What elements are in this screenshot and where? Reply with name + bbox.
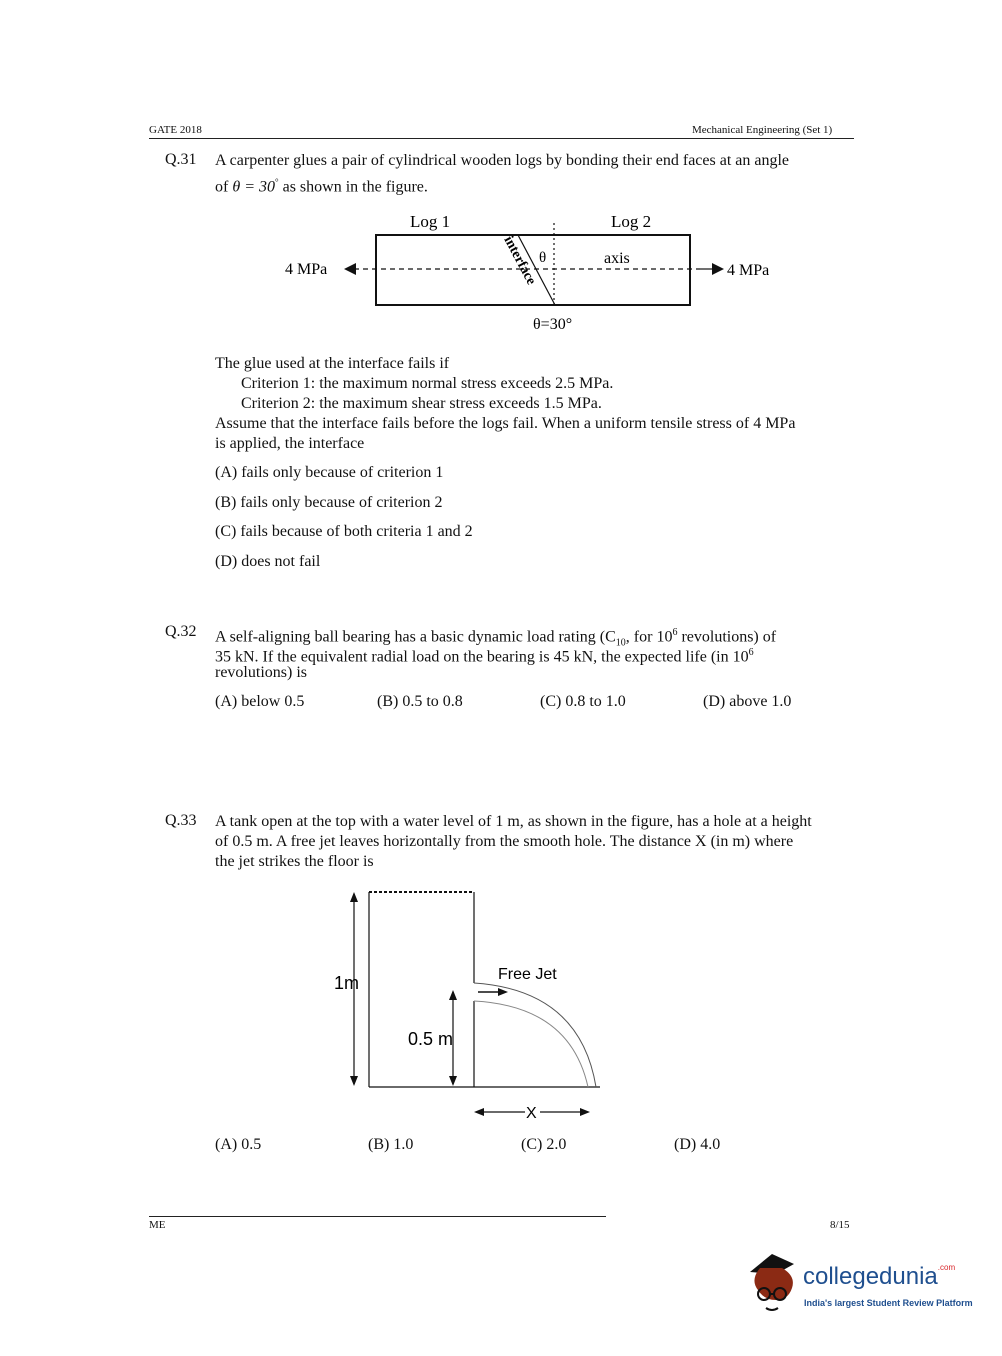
- interface-label: interface: [500, 233, 539, 288]
- q33-line2: of 0.5 m. A free jet leaves horizontally from the smooth hole. The distance X (in m) where: [215, 833, 794, 850]
- x-distance-label: X: [526, 1105, 537, 1122]
- q31-option-c[interactable]: (C) fails because of both criteria 1 and 2: [215, 523, 473, 540]
- q31-option-d[interactable]: (D) does not fail: [215, 553, 321, 570]
- q33-option-b[interactable]: (B) 1.0: [368, 1136, 414, 1153]
- left-arrow-icon: [344, 263, 356, 275]
- q32-option-b[interactable]: (B) 0.5 to 0.8: [377, 693, 463, 710]
- jet-inner-path: [474, 1001, 588, 1087]
- log1-label: Log 1: [410, 212, 451, 231]
- up-arrow-icon: [350, 892, 358, 902]
- q33-option-c[interactable]: (C) 2.0: [521, 1136, 567, 1153]
- q31-line2: of θ = 30° as shown in the figure.: [215, 177, 428, 196]
- log2-label: Log 2: [611, 212, 652, 231]
- q33-option-d[interactable]: (D) 4.0: [674, 1136, 721, 1153]
- left-arrow-icon: [474, 1108, 484, 1116]
- footer-left: ME: [149, 1219, 166, 1231]
- q31-paragraph2b: is applied, the interface: [215, 435, 365, 452]
- q31-paragraph1: The glue used at the interface fails if: [215, 355, 450, 372]
- height-1m-label: 1m: [334, 973, 360, 993]
- right-load-label: 4 MPa: [727, 262, 770, 279]
- up-arrow-icon: [449, 990, 457, 1000]
- q33-line3: the jet strikes the floor is: [215, 853, 374, 870]
- q32-option-a[interactable]: (A) below 0.5: [215, 693, 305, 710]
- down-arrow-icon: [449, 1076, 457, 1086]
- jet-outer-path: [474, 983, 596, 1087]
- right-arrow-icon: [712, 263, 724, 275]
- brand-tagline: India's largest Student Review Platform: [804, 1298, 973, 1308]
- log-interface-figure: [270, 205, 790, 340]
- q33-line1: A tank open at the top with a water level of 1 m, as shown in the figure, has a hole at a height: [215, 813, 812, 830]
- left-load-label: 4 MPa: [285, 261, 328, 278]
- q31-number: Q.31: [165, 151, 197, 168]
- q32-option-d[interactable]: (D) above 1.0: [703, 693, 792, 710]
- q31-option-a[interactable]: (A) fails only because of criterion 1: [215, 464, 444, 481]
- q31-option-b[interactable]: (B) fails only because of criterion 2: [215, 494, 443, 511]
- q31-paragraph2a: Assume that the interface fails before the logs fail. When a uniform tensile stress of 4 MPa: [215, 415, 796, 432]
- theta-label: θ: [539, 250, 547, 266]
- collegedunia-mascot-icon: [742, 1250, 804, 1312]
- height-half-label: 0.5 m: [408, 1029, 454, 1049]
- q32-line2: 35 kN. If the equivalent radial load on the bearing is 45 kN, the expected life (in $10^6$: [215, 647, 754, 666]
- footer-right: 8/15: [830, 1219, 850, 1231]
- header-rule: [149, 138, 854, 139]
- angle-label: θ=30°: [533, 316, 573, 333]
- header-right: Mechanical Engineering (Set 1): [692, 124, 833, 136]
- q32-line3: revolutions) is: [215, 664, 307, 681]
- footer-rule: [149, 1216, 606, 1217]
- q32-option-c[interactable]: (C) 0.8 to 1.0: [540, 693, 626, 710]
- q33-number: Q.33: [165, 812, 197, 829]
- free-jet-label: Free Jet: [498, 966, 557, 983]
- q31-criterion2: Criterion 2: the maximum shear stress exceeds 1.5 MPa.: [241, 395, 602, 412]
- q32-number: Q.32: [165, 623, 197, 640]
- q32-line1: A self-aligning ball bearing has a basic dynamic load rating ($C_{10}$, for $10^6$ revolutions) of: [215, 627, 777, 649]
- q31-criterion1: Criterion 1: the maximum normal stress exceeds 2.5 MPa.: [241, 375, 614, 392]
- q33-option-a[interactable]: (A) 0.5: [215, 1136, 262, 1153]
- tank-figure: [320, 880, 620, 1125]
- brand-name[interactable]: collegedunia$^{.com}$: [803, 1263, 956, 1290]
- right-arrow-icon: [580, 1108, 590, 1116]
- down-arrow-icon: [350, 1076, 358, 1086]
- axis-label: axis: [604, 250, 630, 267]
- header-left: GATE 2018: [149, 124, 202, 136]
- jet-arrow-icon: [498, 988, 508, 996]
- q31-line1: A carpenter glues a pair of cylindrical wooden logs by bonding their end faces at an angle: [215, 152, 790, 169]
